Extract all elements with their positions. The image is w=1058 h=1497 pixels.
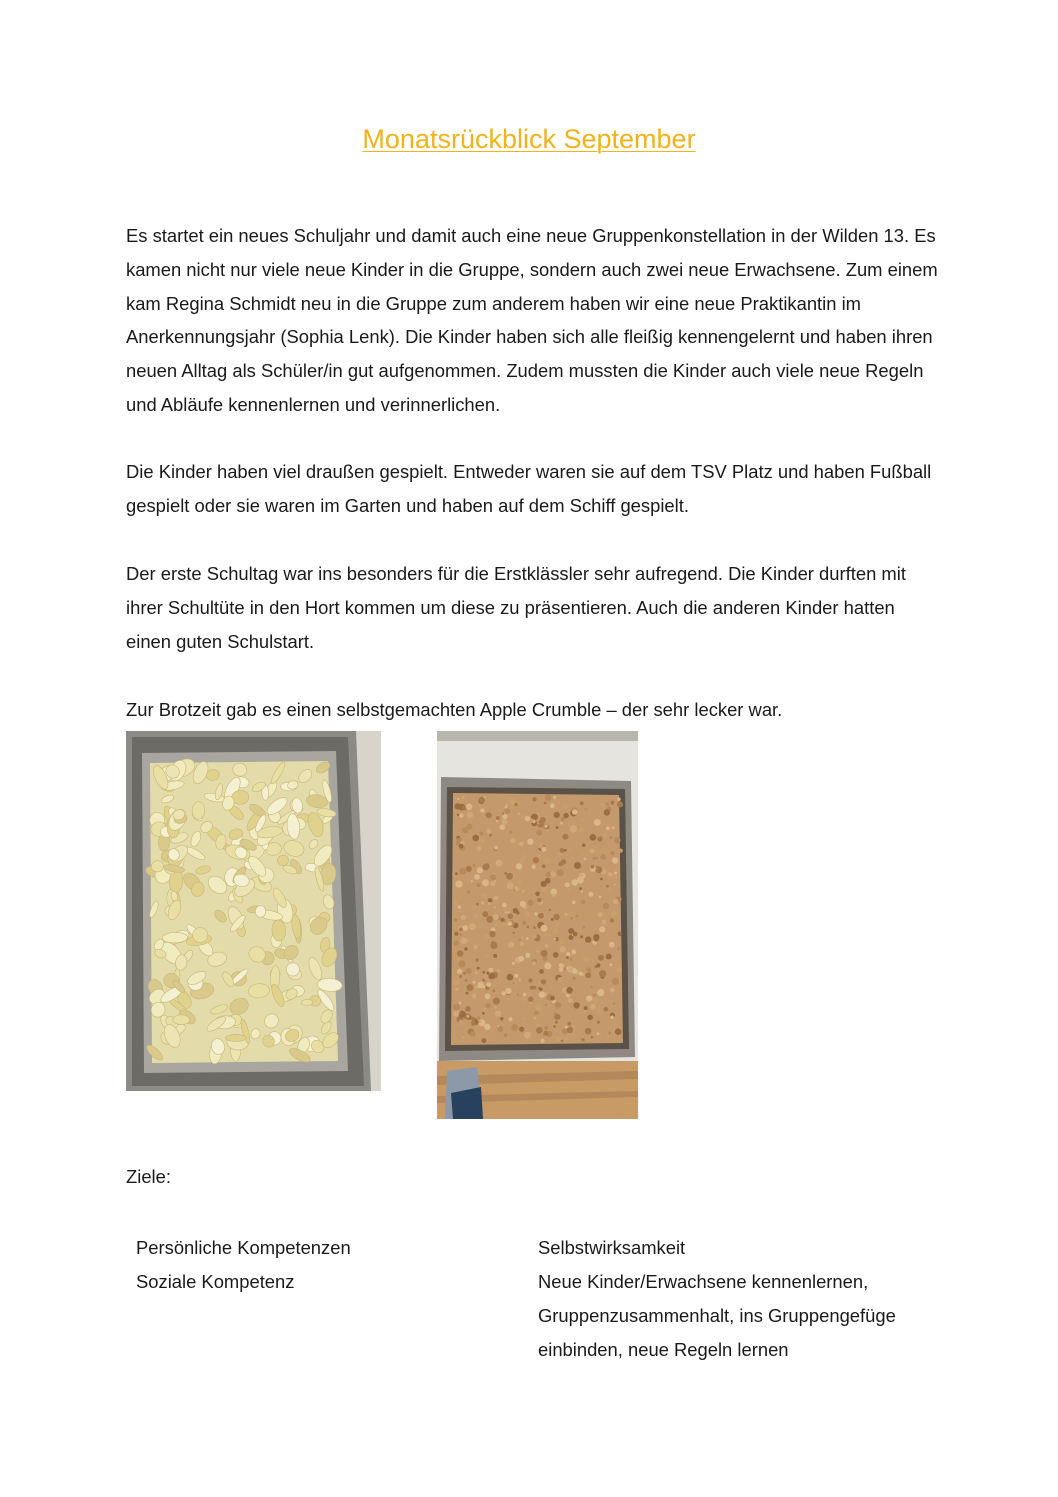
paragraph-first-day: Der erste Schultag war ins besonders für die Erstklässler sehr aufregend. Die Kinder durften mit ihrer Schultüte in den Hort kommen um diese zu präsentieren. Auch die anderen Kinder hatten einen guten Schulstart. bbox=[126, 563, 906, 652]
goals-table bbox=[136, 1231, 956, 1367]
goal-category: Soziale Kompetenz bbox=[136, 1271, 295, 1292]
photo-apple-crumble bbox=[437, 731, 638, 1119]
goal-row bbox=[136, 1265, 956, 1367]
goal-category: Persönliche Kompetenzen bbox=[136, 1237, 351, 1258]
paragraph-outdoor: Die Kinder haben viel draußen gespielt. Entweder waren sie auf dem TSV Platz und haben Fußball gespielt oder sie waren im Garten und haben auf dem Schiff gespielt. bbox=[126, 461, 932, 516]
photo-sliced-apples bbox=[126, 731, 381, 1091]
goal-detail: Selbstwirksamkeit bbox=[538, 1237, 686, 1258]
goal-row bbox=[136, 1231, 956, 1265]
paragraph-brotzeit: Zur Brotzeit gab es einen selbstgemachten Apple Crumble – der sehr lecker war. bbox=[126, 699, 783, 720]
paragraph-intro: Es startet ein neues Schuljahr und damit auch eine neue Gruppenkonstellation in der Wilden 13. Es kamen nicht nur viele neue Kinder in die Gruppe, sondern auch zwei neue Erwachsene. Zum einem kam Regina Schmidt neu in die Gruppe zum anderem haben wir eine neue Praktikantin im Anerkennungsjahr (Sophia Lenk). Die Kinder haben sich alle fleißig kennengelernt und haben ihren neuen Alltag als Schüler/in gut aufgenommen. Zudem mussten die Kinder auch viele neue Regeln und Abläufe kennenlernen und verinnerlichen. bbox=[126, 225, 938, 415]
page-title: Monatsrückblick September bbox=[362, 124, 696, 154]
goal-detail: Neue Kinder/Erwachsene kennenlernen, Gruppenzusammenhalt, ins Gruppengefüge einbinden, neue Regeln lernen bbox=[538, 1271, 896, 1360]
goals-heading: Ziele: bbox=[126, 1166, 171, 1187]
